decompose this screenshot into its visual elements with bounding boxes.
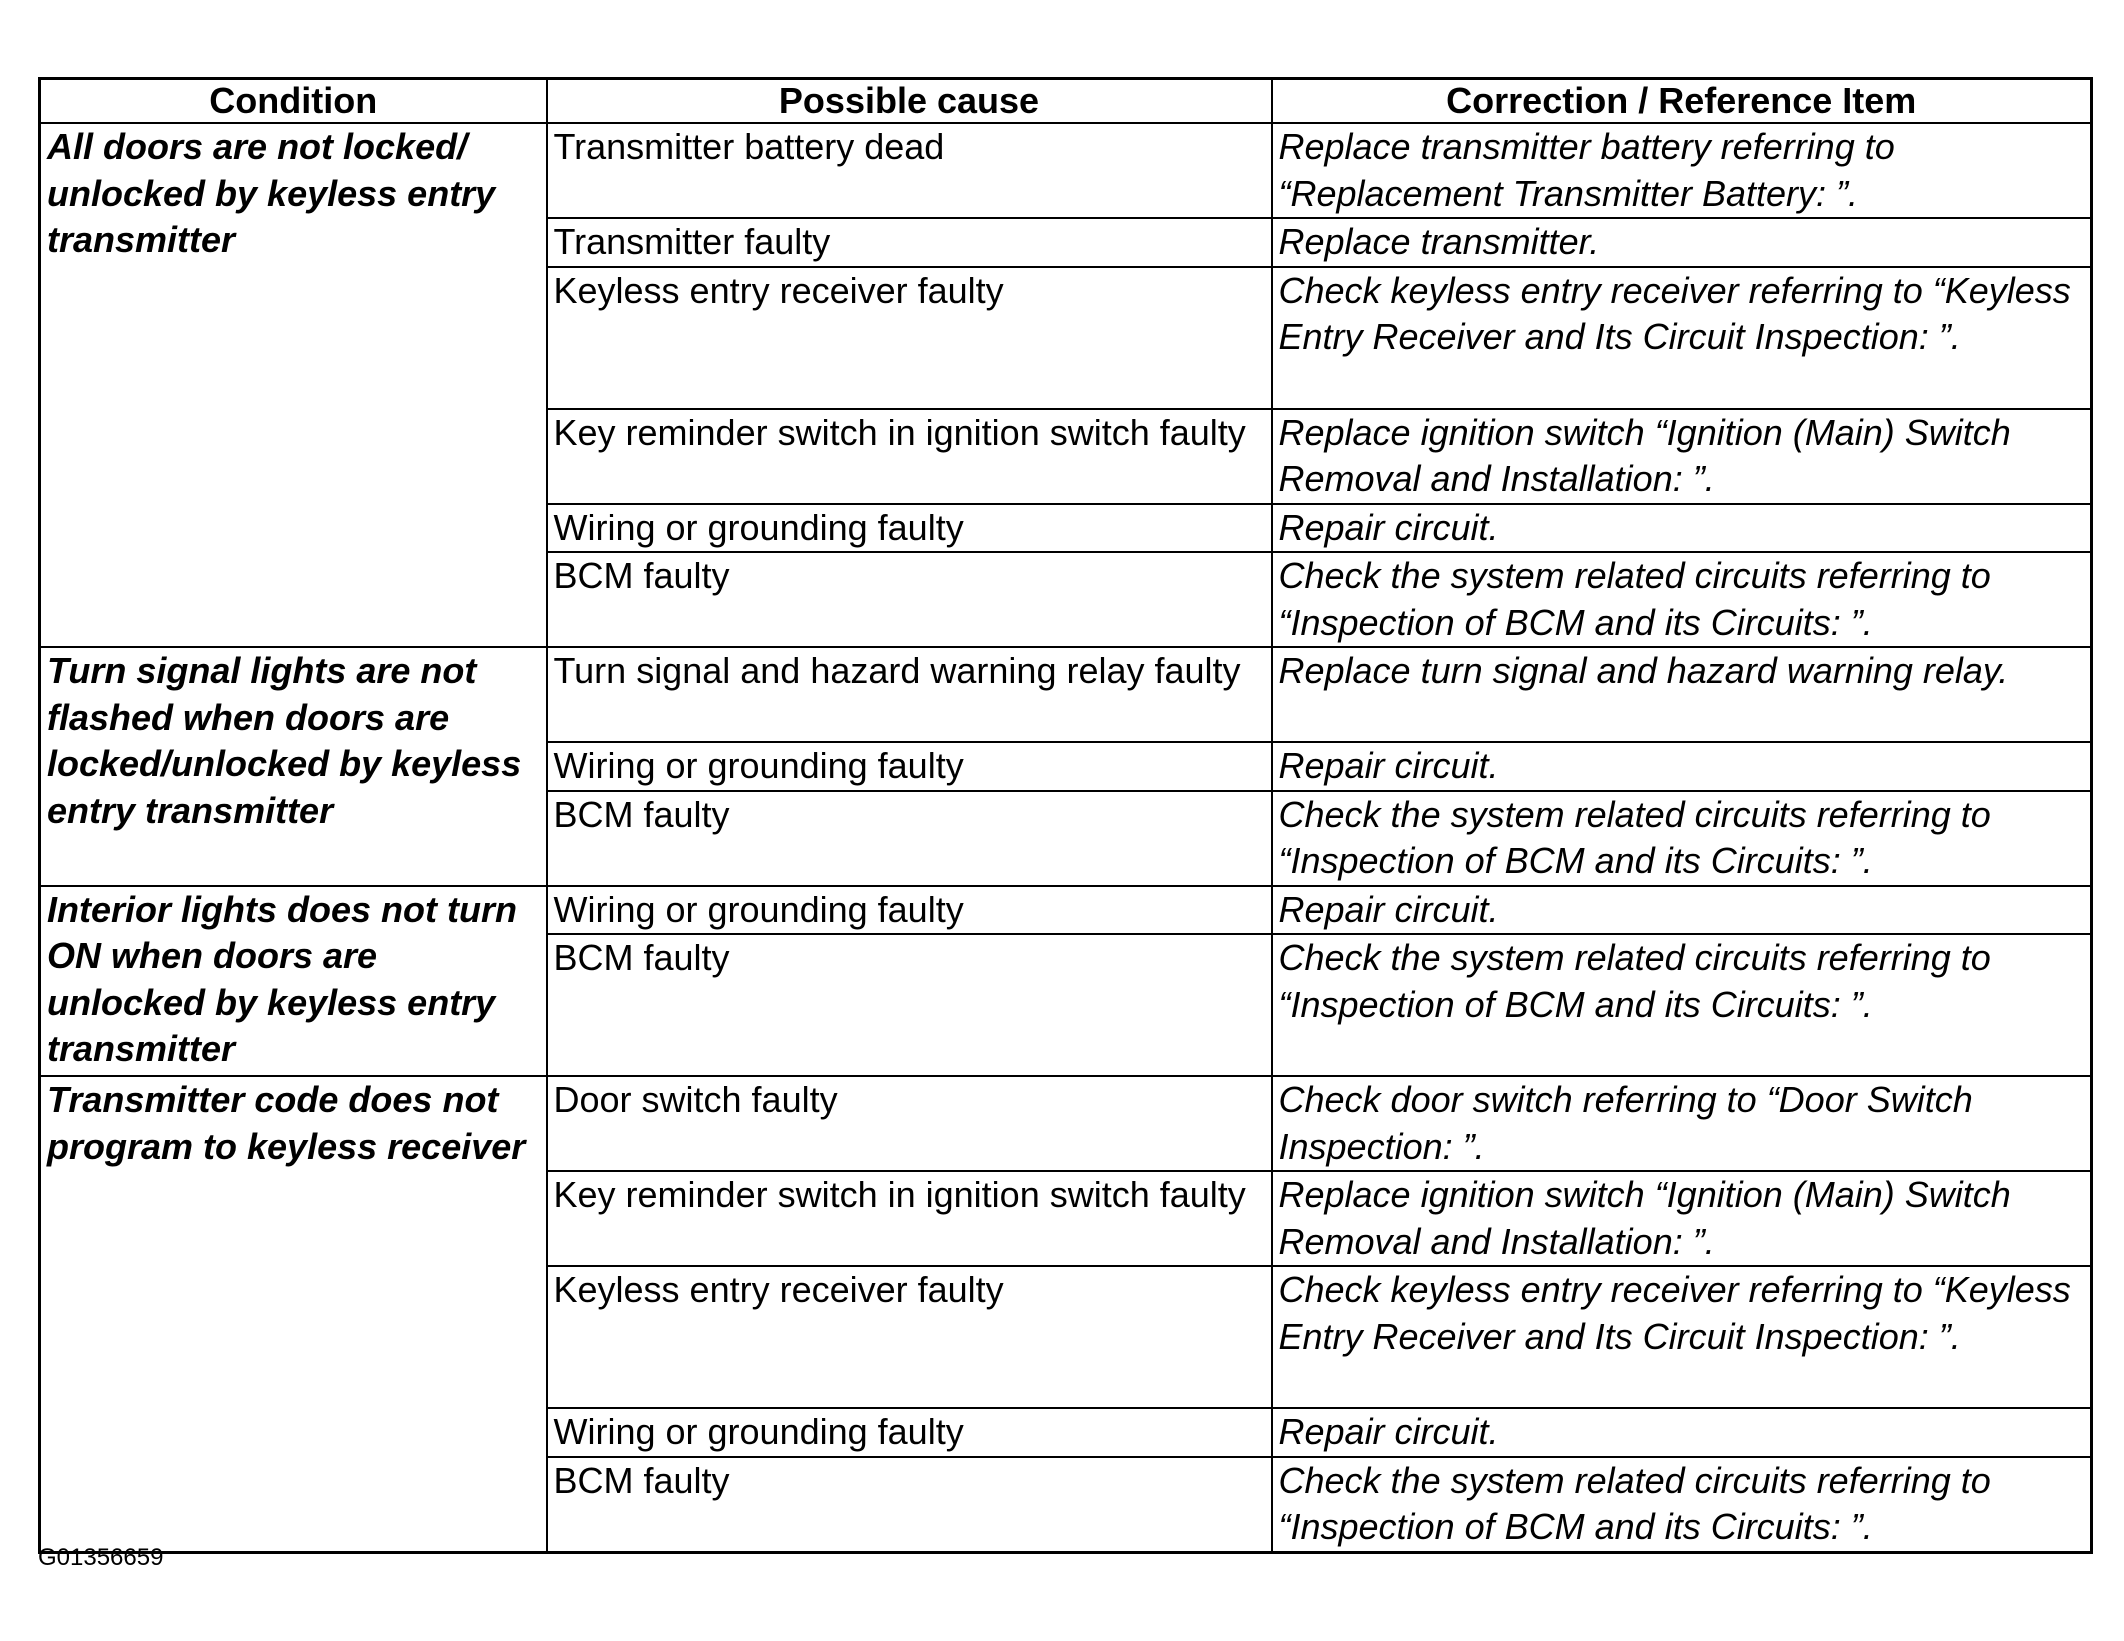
correction-cell: Check the system related circuits referring to “Inspection of BCM and its Circuits: ”.	[1272, 791, 2092, 886]
header-possible-cause: Possible cause	[547, 79, 1272, 124]
correction-cell: Check the system related circuits referring to “Inspection of BCM and its Circuits: ”.	[1272, 934, 2092, 1076]
diagnosis-table	[38, 77, 2093, 1554]
correction-cell: Repair circuit.	[1272, 1408, 2092, 1457]
correction-cell: Replace ignition switch “Ignition (Main) Switch Removal and Installation: ”.	[1272, 409, 2092, 504]
cause-cell: Wiring or grounding faulty	[547, 886, 1272, 935]
condition-cell: Interior lights does not turn ON when doors are unlocked by keyless entry transmitter	[40, 886, 547, 1077]
condition-cell: Transmitter code does not program to keyless receiver	[40, 1076, 547, 1552]
correction-cell: Check the system related circuits referring to “Inspection of BCM and its Circuits: ”.	[1272, 552, 2092, 647]
header-row	[40, 79, 2092, 124]
cause-cell: Keyless entry receiver faulty	[547, 1266, 1272, 1408]
cause-cell: BCM faulty	[547, 934, 1272, 1076]
correction-cell: Replace turn signal and hazard warning relay.	[1272, 647, 2092, 742]
table-row	[40, 1076, 2092, 1171]
table-row	[40, 886, 2092, 935]
correction-cell: Repair circuit.	[1272, 742, 2092, 791]
cause-cell: Wiring or grounding faulty	[547, 1408, 1272, 1457]
cause-cell: BCM faulty	[547, 552, 1272, 647]
cause-cell: Key reminder switch in ignition switch faulty	[547, 409, 1272, 504]
cause-cell: Transmitter faulty	[547, 218, 1272, 267]
correction-cell: Replace transmitter.	[1272, 218, 2092, 267]
cause-cell: Wiring or grounding faulty	[547, 742, 1272, 791]
figure-id: G01356659	[38, 1544, 164, 1571]
header-condition: Condition	[40, 79, 547, 124]
header-correction: Correction / Reference Item	[1272, 79, 2092, 124]
correction-cell: Check door switch referring to “Door Switch Inspection: ”.	[1272, 1076, 2092, 1171]
cause-cell: Wiring or grounding faulty	[547, 504, 1272, 553]
cause-cell: BCM faulty	[547, 791, 1272, 886]
correction-cell: Check keyless entry receiver referring to “Keyless Entry Receiver and Its Circuit Inspection: ”.	[1272, 1266, 2092, 1408]
cause-cell: Key reminder switch in ignition switch faulty	[547, 1171, 1272, 1266]
table-row	[40, 647, 2092, 742]
correction-cell: Replace transmitter battery referring to “Replacement Transmitter Battery: ”.	[1272, 123, 2092, 218]
correction-cell: Replace ignition switch “Ignition (Main) Switch Removal and Installation: ”.	[1272, 1171, 2092, 1266]
cause-cell: Transmitter battery dead	[547, 123, 1272, 218]
cause-cell: Keyless entry receiver faulty	[547, 267, 1272, 409]
cause-cell: Door switch faulty	[547, 1076, 1272, 1171]
cause-cell: BCM faulty	[547, 1457, 1272, 1553]
table-row	[40, 123, 2092, 218]
cause-cell: Turn signal and hazard warning relay faulty	[547, 647, 1272, 742]
correction-cell: Repair circuit.	[1272, 504, 2092, 553]
condition-cell: All doors are not locked/ unlocked by keyless entry transmitter	[40, 123, 547, 647]
condition-cell: Turn signal lights are not flashed when doors are locked/unlocked by keyless entry transmitter	[40, 647, 547, 886]
correction-cell: Check the system related circuits referring to “Inspection of BCM and its Circuits: ”.	[1272, 1457, 2092, 1553]
correction-cell: Repair circuit.	[1272, 886, 2092, 935]
correction-cell: Check keyless entry receiver referring to “Keyless Entry Receiver and Its Circuit Inspection: ”.	[1272, 267, 2092, 409]
